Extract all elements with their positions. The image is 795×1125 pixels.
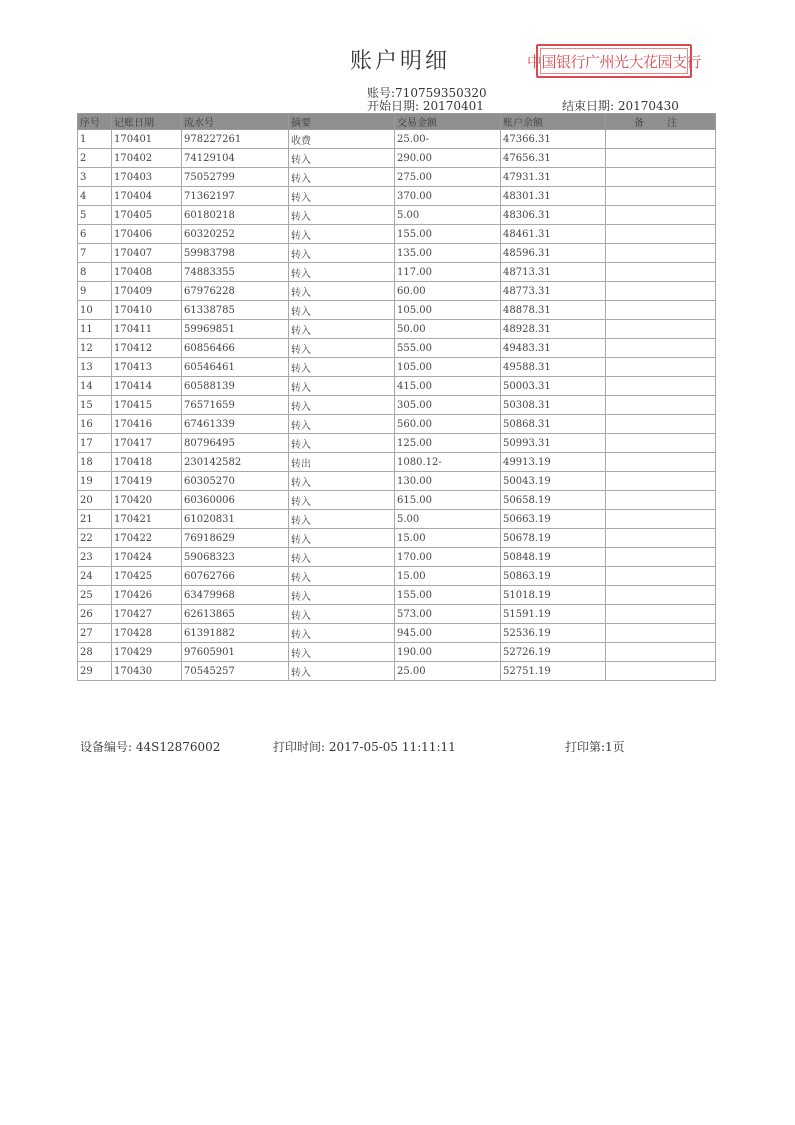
cell-balance: 48301.31 [501,187,606,206]
cell-date: 170428 [112,624,182,643]
cell-summary: 转入 [289,605,395,624]
cell-seq: 2 [78,149,112,168]
cell-serial: 80796495 [182,434,289,453]
cell-seq: 14 [78,377,112,396]
cell-date: 170401 [112,130,182,149]
cell-amount: 25.00 [395,662,501,681]
cell-seq: 20 [78,491,112,510]
cell-serial: 59969851 [182,320,289,339]
cell-serial: 70545257 [182,662,289,681]
table-row [78,320,716,339]
cell-date: 170417 [112,434,182,453]
cell-date: 170415 [112,396,182,415]
page-label: 打印第: [565,740,606,754]
cell-remarks [606,149,716,168]
table-row [78,510,716,529]
cell-date: 170420 [112,491,182,510]
cell-seq: 7 [78,244,112,263]
cell-amount: 117.00 [395,263,501,282]
cell-serial: 59983798 [182,244,289,263]
table-body [78,130,716,681]
cell-remarks [606,453,716,472]
cell-remarks [606,377,716,396]
cell-balance: 51018.19 [501,586,606,605]
page-number-line [565,738,625,755]
cell-amount: 25.00- [395,130,501,149]
table-row [78,301,716,320]
cell-amount: 190.00 [395,643,501,662]
cell-serial: 61391882 [182,624,289,643]
table-row [78,548,716,567]
cell-balance: 50863.19 [501,567,606,586]
table-row [78,662,716,681]
cell-remarks [606,529,716,548]
cell-seq: 1 [78,130,112,149]
device-id: 44S12876002 [135,740,221,754]
cell-amount: 15.00 [395,567,501,586]
end-date-line [562,97,679,114]
cell-balance: 50993.31 [501,434,606,453]
account-label: 账号: [367,86,396,100]
cell-summary: 转入 [289,225,395,244]
page-title: 账户明细 [349,49,450,74]
cell-remarks [606,206,716,225]
cell-amount: 573.00 [395,605,501,624]
cell-serial: 60180218 [182,206,289,225]
table-header-row [78,114,716,130]
cell-date: 170404 [112,187,182,206]
cell-seq: 24 [78,567,112,586]
cell-amount: 105.00 [395,301,501,320]
table-row [78,149,716,168]
cell-amount: 60.00 [395,282,501,301]
cell-seq: 26 [78,605,112,624]
cell-serial: 74129104 [182,149,289,168]
cell-amount: 555.00 [395,339,501,358]
table-row [78,472,716,491]
start-date: 20170401 [422,99,484,113]
cell-serial: 75052799 [182,168,289,187]
cell-serial: 62613865 [182,605,289,624]
cell-balance: 50308.31 [501,396,606,415]
col-header-date: 记账日期 [112,114,182,130]
table-row [78,377,716,396]
cell-summary: 转入 [289,244,395,263]
cell-balance: 52536.19 [501,624,606,643]
cell-serial: 67461339 [182,415,289,434]
cell-amount: 135.00 [395,244,501,263]
cell-remarks [606,187,716,206]
cell-balance: 52726.19 [501,643,606,662]
cell-balance: 48306.31 [501,206,606,225]
cell-seq: 16 [78,415,112,434]
cell-summary: 转入 [289,434,395,453]
cell-remarks [606,320,716,339]
cell-serial: 60762766 [182,567,289,586]
cell-balance: 48928.31 [501,320,606,339]
cell-seq: 6 [78,225,112,244]
col-header-serial: 流水号 [182,114,289,130]
cell-summary: 转入 [289,662,395,681]
cell-seq: 25 [78,586,112,605]
cell-remarks [606,624,716,643]
cell-summary: 转入 [289,320,395,339]
cell-summary: 转入 [289,491,395,510]
cell-serial: 60320252 [182,225,289,244]
cell-amount: 560.00 [395,415,501,434]
col-header-seq: 序号 [78,114,112,130]
cell-serial: 60588139 [182,377,289,396]
table-row [78,567,716,586]
cell-remarks [606,168,716,187]
cell-remarks [606,415,716,434]
cell-date: 170412 [112,339,182,358]
table-row [78,434,716,453]
cell-remarks [606,301,716,320]
cell-date: 170405 [112,206,182,225]
end-date-label: 结束日期: [562,99,618,113]
cell-date: 170425 [112,567,182,586]
cell-remarks [606,263,716,282]
cell-seq: 15 [78,396,112,415]
table-row [78,453,716,472]
cell-summary: 转入 [289,206,395,225]
cell-amount: 615.00 [395,491,501,510]
cell-summary: 转入 [289,529,395,548]
cell-summary: 转入 [289,377,395,396]
cell-balance: 52751.19 [501,662,606,681]
cell-balance: 47366.31 [501,130,606,149]
cell-balance: 48713.31 [501,263,606,282]
cell-date: 170421 [112,510,182,529]
cell-date: 170429 [112,643,182,662]
cell-date: 170402 [112,149,182,168]
cell-seq: 19 [78,472,112,491]
cell-balance: 50003.31 [501,377,606,396]
cell-balance: 49483.31 [501,339,606,358]
cell-balance: 48596.31 [501,244,606,263]
cell-summary: 转入 [289,396,395,415]
cell-serial: 60360006 [182,491,289,510]
cell-serial: 74883355 [182,263,289,282]
cell-summary: 转入 [289,168,395,187]
cell-amount: 130.00 [395,472,501,491]
cell-balance: 50043.19 [501,472,606,491]
cell-serial: 60305270 [182,472,289,491]
device-label: 设备编号: [80,740,136,754]
cell-summary: 转入 [289,301,395,320]
cell-remarks [606,244,716,263]
cell-summary: 转入 [289,510,395,529]
cell-seq: 9 [78,282,112,301]
cell-serial: 71362197 [182,187,289,206]
page-number: 1页 [605,740,625,754]
cell-date: 170419 [112,472,182,491]
cell-balance: 50663.19 [501,510,606,529]
cell-summary: 转入 [289,358,395,377]
table-row [78,396,716,415]
cell-balance: 49913.19 [501,453,606,472]
col-header-amount: 交易金额 [395,114,501,130]
cell-balance: 49588.31 [501,358,606,377]
cell-remarks [606,491,716,510]
cell-balance: 48461.31 [501,225,606,244]
cell-amount: 370.00 [395,187,501,206]
cell-amount: 5.00 [395,510,501,529]
table-row [78,282,716,301]
col-header-remarks: 备 注 [606,114,716,130]
start-date-label: 开始日期: [367,99,423,113]
cell-amount: 415.00 [395,377,501,396]
cell-date: 170416 [112,415,182,434]
print-time-line [273,738,456,755]
cell-seq: 11 [78,320,112,339]
table-row [78,263,716,282]
cell-date: 170408 [112,263,182,282]
cell-balance: 48773.31 [501,282,606,301]
cell-date: 170407 [112,244,182,263]
cell-seq: 28 [78,643,112,662]
cell-remarks [606,282,716,301]
table-row [78,415,716,434]
cell-serial: 60856466 [182,339,289,358]
cell-seq: 5 [78,206,112,225]
cell-remarks [606,396,716,415]
cell-amount: 305.00 [395,396,501,415]
cell-remarks [606,434,716,453]
cell-summary: 转入 [289,643,395,662]
cell-seq: 29 [78,662,112,681]
cell-seq: 12 [78,339,112,358]
cell-amount: 1080.12- [395,453,501,472]
cell-amount: 170.00 [395,548,501,567]
cell-balance: 50868.31 [501,415,606,434]
cell-date: 170410 [112,301,182,320]
cell-seq: 21 [78,510,112,529]
cell-seq: 3 [78,168,112,187]
col-header-balance: 账户余额 [501,114,606,130]
cell-amount: 15.00 [395,529,501,548]
cell-serial: 76918629 [182,529,289,548]
cell-serial: 978227261 [182,130,289,149]
cell-date: 170409 [112,282,182,301]
cell-summary: 转入 [289,472,395,491]
end-date: 20170430 [617,99,679,113]
cell-summary: 转入 [289,548,395,567]
cell-remarks [606,567,716,586]
start-date-line [367,97,484,114]
cell-remarks [606,643,716,662]
cell-serial: 61338785 [182,301,289,320]
cell-remarks [606,472,716,491]
cell-summary: 转入 [289,263,395,282]
cell-summary: 转入 [289,586,395,605]
cell-summary: 转入 [289,149,395,168]
table-row [78,529,716,548]
device-id-line [80,738,220,755]
bank-seal-stamp: 中国银行广州光大花园支行 [536,44,692,78]
table-row [78,605,716,624]
cell-seq: 27 [78,624,112,643]
cell-remarks [606,225,716,244]
cell-serial: 60546461 [182,358,289,377]
cell-balance: 47931.31 [501,168,606,187]
table-row [78,339,716,358]
cell-remarks [606,662,716,681]
cell-amount: 5.00 [395,206,501,225]
cell-remarks [606,548,716,567]
cell-date: 170418 [112,453,182,472]
cell-amount: 125.00 [395,434,501,453]
cell-serial: 61020831 [182,510,289,529]
table-row [78,624,716,643]
cell-serial: 63479968 [182,586,289,605]
cell-summary: 转出 [289,453,395,472]
cell-balance: 50678.19 [501,529,606,548]
cell-amount: 290.00 [395,149,501,168]
cell-amount: 50.00 [395,320,501,339]
table-row [78,130,716,149]
table-row [78,244,716,263]
cell-seq: 13 [78,358,112,377]
cell-serial: 230142582 [182,453,289,472]
cell-summary: 转入 [289,415,395,434]
cell-date: 170411 [112,320,182,339]
cell-remarks [606,339,716,358]
cell-summary: 转入 [289,339,395,358]
cell-serial: 59068323 [182,548,289,567]
cell-remarks [606,130,716,149]
cell-date: 170414 [112,377,182,396]
cell-date: 170426 [112,586,182,605]
col-header-summary: 摘要 [289,114,395,130]
cell-date: 170406 [112,225,182,244]
cell-remarks [606,510,716,529]
transaction-table [77,113,716,681]
cell-amount: 105.00 [395,358,501,377]
cell-seq: 18 [78,453,112,472]
cell-summary: 转入 [289,187,395,206]
cell-summary: 转入 [289,567,395,586]
cell-seq: 23 [78,548,112,567]
cell-balance: 51591.19 [501,605,606,624]
cell-seq: 10 [78,301,112,320]
table-row [78,206,716,225]
cell-remarks [606,586,716,605]
table-row [78,358,716,377]
print-time-label: 打印时间: [273,740,329,754]
cell-remarks [606,358,716,377]
cell-amount: 155.00 [395,225,501,244]
cell-date: 170413 [112,358,182,377]
cell-date: 170403 [112,168,182,187]
cell-balance: 47656.31 [501,149,606,168]
cell-seq: 8 [78,263,112,282]
cell-balance: 50658.19 [501,491,606,510]
cell-serial: 76571659 [182,396,289,415]
cell-summary: 转入 [289,624,395,643]
cell-date: 170430 [112,662,182,681]
table-row [78,187,716,206]
cell-date: 170424 [112,548,182,567]
cell-seq: 4 [78,187,112,206]
cell-amount: 945.00 [395,624,501,643]
cell-summary: 收费 [289,130,395,149]
cell-balance: 50848.19 [501,548,606,567]
cell-date: 170422 [112,529,182,548]
cell-serial: 97605901 [182,643,289,662]
cell-amount: 155.00 [395,586,501,605]
table-row [78,168,716,187]
cell-seq: 22 [78,529,112,548]
account-number: 710759350320 [395,86,487,100]
cell-balance: 48878.31 [501,301,606,320]
print-time: 2017-05-05 11:11:11 [328,740,456,754]
table-row [78,225,716,244]
cell-serial: 67976228 [182,282,289,301]
cell-summary: 转入 [289,282,395,301]
cell-date: 170427 [112,605,182,624]
cell-remarks [606,605,716,624]
table-row [78,643,716,662]
cell-amount: 275.00 [395,168,501,187]
cell-seq: 17 [78,434,112,453]
table-row [78,586,716,605]
table-row [78,491,716,510]
